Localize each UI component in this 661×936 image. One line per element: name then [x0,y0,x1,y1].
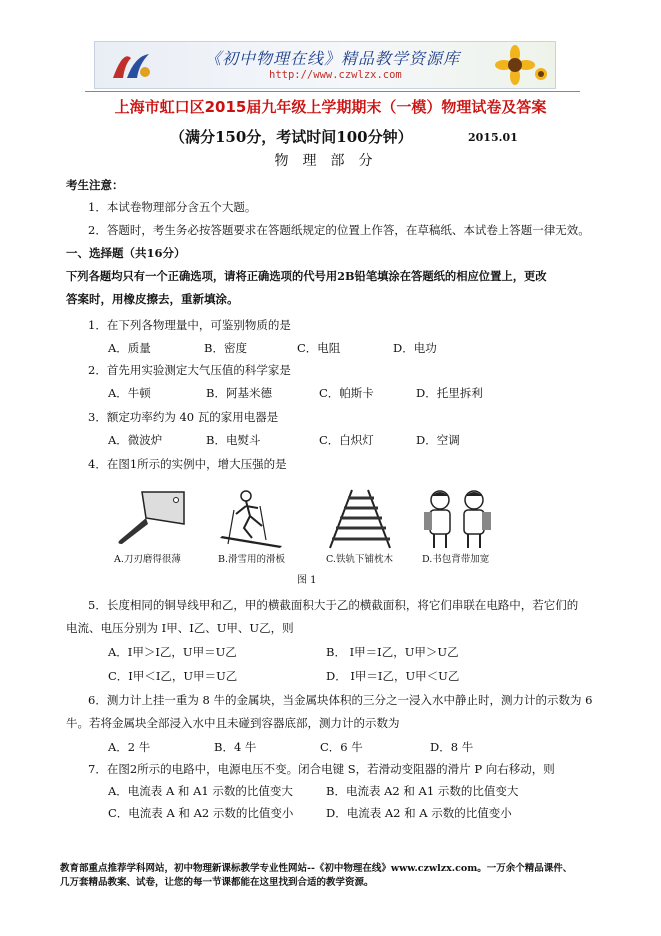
q1-option-c: C．电阻 [297,341,341,355]
banner-url[interactable]: http://www.czwlzx.com [269,69,402,81]
q7-option-c: C．电流表 A 和 A2 示数的比值变小 [108,806,294,820]
q6-option-d: D．8 牛 [430,740,474,754]
figure-caption-c: C.铁轨下铺枕木 [326,554,393,565]
question-3-stem: 3．额定功率约为 40 瓦的家用电器是 [88,410,279,424]
q3-option-a: A．微波炉 [108,433,163,447]
q1-option-d: D．电功 [393,341,437,355]
figure-caption-b: B.滑雪用的滑板 [218,554,286,565]
q5-option-c: C．I甲＜I乙，U甲＝U乙 [108,669,238,683]
question-6-line-2: 牛。若将金属块全部浸入水中且未碰到容器底部，测力计的示数为 [66,716,400,730]
footer-line-1: 教育部重点推荐学科网站，初中物理新课标教学专业性网站--《初中物理在线》www.czwlzx.com。一万余个精品课件、 [60,863,573,874]
notice-item-1: 1．本试卷物理部分含五个大题。 [88,200,257,214]
q3-option-d: D．空调 [416,433,460,447]
q3-option-c: C．白炽灯 [319,433,374,447]
q5-option-d: D． I甲＝I乙，U甲＜U乙 [326,669,460,683]
question-7-stem: 7．在图2所示的电路中，电源电压不变。闭合电键 S，若滑动变阻器的滑片 P 向右移动，则 [88,762,555,776]
q6-option-b: B．4 牛 [214,740,257,754]
knife-illustration-icon [112,488,190,548]
banner-title: 《初中物理在线》精品教学资源库 [205,49,461,68]
q1-option-a: A．质量 [108,341,151,355]
site-logo-icon [109,48,155,82]
q7-option-a: A．电流表 A 和 A1 示数的比值变大 [108,784,293,798]
sunflower-icon [493,44,551,86]
section-heading: 一、选择题（共16分） [66,246,186,260]
question-2-stem: 2．首先用实验测定大气压值的科学家是 [88,363,291,377]
part-heading: 物理部分 [274,153,387,169]
header-rule [85,91,580,92]
q2-option-c: C．帕斯卡 [319,386,374,400]
exam-date: 2015.01 [468,131,518,144]
skier-illustration-icon [216,488,288,550]
page-footer [60,862,572,890]
page-title: 上海市虹口区2015届九年级上学期期末（一模）物理试卷及答案 [114,98,547,116]
question-6-line-1: 6．测力计上挂一重为 8 牛的金属块，当金属块体积的三分之一浸入水中静止时，测力计的示数为 6 [88,693,593,707]
figure-label: 图 1 [297,575,317,586]
section-instruction-1: 下列各题均只有一个正确选项，请将正确选项的代号用2B铅笔填涂在答题纸的相应位置上，更改 [66,269,547,283]
students-backpack-illustration-icon [418,488,496,550]
figure-caption-a: A.刀刃磨得很薄 [114,554,181,565]
notice-item-2: 2．答题时，考生务必按答题要求在答题纸规定的位置上作答，在草稿纸、本试卷上答题一律无效。 [88,223,590,237]
railway-track-illustration-icon [324,488,398,550]
question-5-line-1: 5．长度相同的铜导线甲和乙，甲的横截面积大于乙的横截面积，将它们串联在电路中，若它们的 [88,598,579,612]
q2-option-a: A．牛顿 [108,386,151,400]
q1-option-b: B．密度 [204,341,247,355]
question-1-stem: 1．在下列各物理量中，可鉴别物质的是 [88,318,291,332]
exam-info: （满分150分，考试时间100分钟） [170,128,413,146]
site-banner [94,41,556,89]
question-4-stem: 4．在图1所示的实例中，增大压强的是 [88,457,287,471]
figure-caption-d: D.书包背带加宽 [422,554,490,565]
section-instruction-2: 答案时，用橡皮擦去，重新填涂。 [66,292,239,306]
notice-heading: 考生注意： [66,178,124,192]
question-5-line-2: 电流、电压分别为 I甲、I乙、U甲、U乙，则 [66,621,294,635]
q7-option-b: B．电流表 A2 和 A1 示数的比值变大 [326,784,519,798]
q5-option-a: A．I甲＞I乙，U甲＝U乙 [108,645,237,659]
q3-option-b: B．电熨斗 [206,433,261,447]
q6-option-a: A．2 牛 [108,740,151,754]
q2-option-d: D．托里拆利 [416,386,483,400]
q5-option-b: B． I甲＝I乙，U甲＞U乙 [326,645,459,659]
q2-option-b: B．阿基米德 [206,386,272,400]
footer-line-2: 几万套精品教案、试卷，让您的每一节课都能在这里找到合适的教学资源。 [60,877,374,888]
q6-option-c: C．6 牛 [320,740,363,754]
q7-option-d: D．电流表 A2 和 A 示数的比值变小 [326,806,512,820]
